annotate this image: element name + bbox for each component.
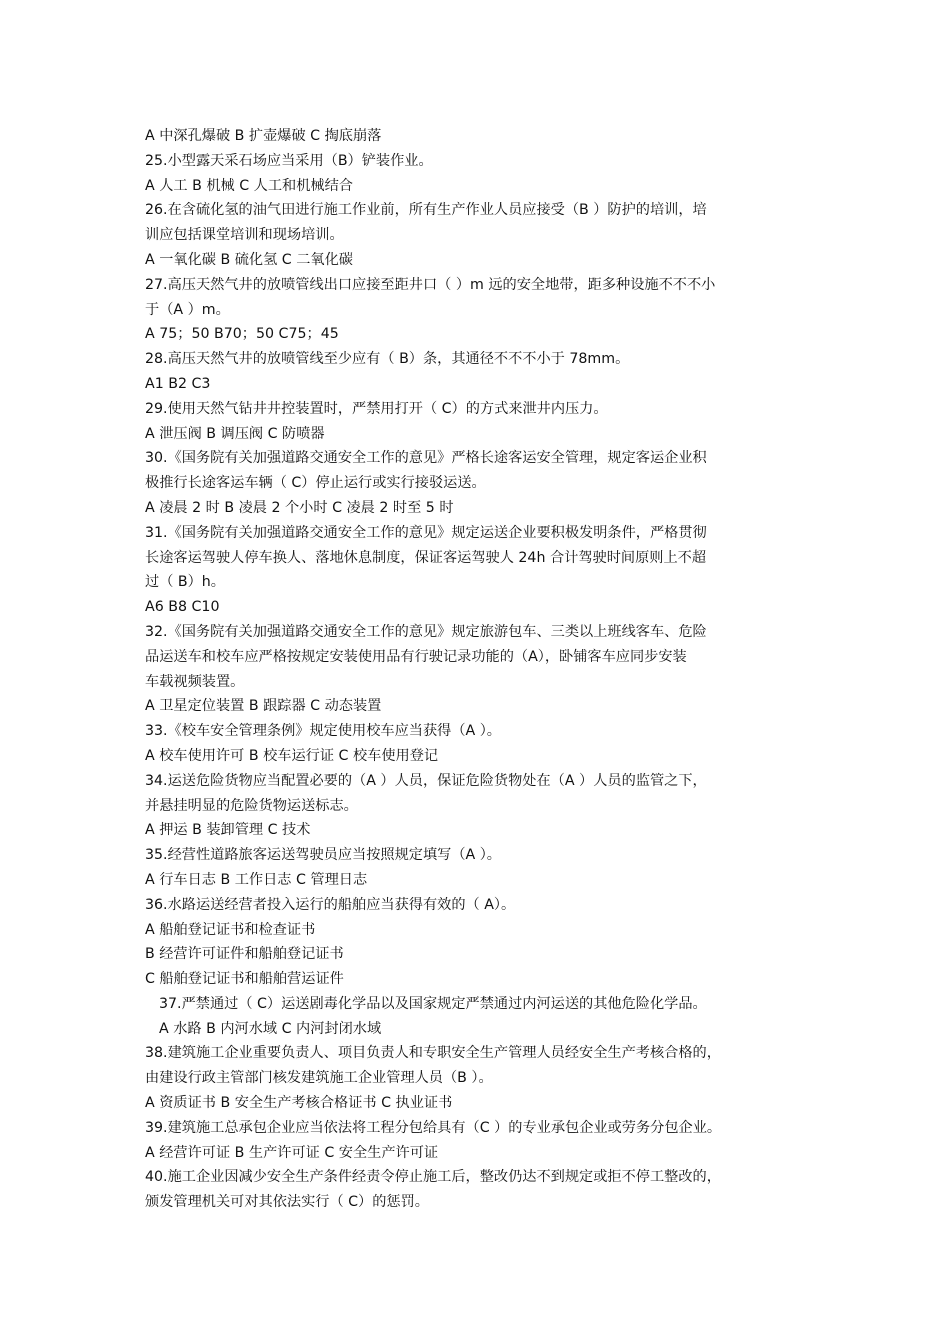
question-31-cont: 过（ B）h。 <box>145 574 225 591</box>
options-26: A 一氧化碳 B 硫化氢 C 二氧化碳 <box>145 251 353 268</box>
question-27-cont: 于（A ）m。 <box>145 301 230 318</box>
options-32: A 卫星定位装置 B 跟踪器 C 动态装置 <box>145 698 382 715</box>
option-36-c: C 船舶登记证书和船舶营运证件 <box>145 971 344 988</box>
question-35: 35.经营性道路旅客运送驾驶员应当按照规定填写（A ）。 <box>145 847 501 864</box>
options-37: A 水路 B 内河水域 C 内河封闭水域 <box>159 1020 382 1037</box>
question-32-cont: 品运送车和校车应严格按规定安装使用品有行驶记录功能的（A），卧铺客车应同步安装 <box>145 648 687 665</box>
question-25: 25.小型露天采石场应当采用（B）铲装作业。 <box>145 152 433 169</box>
options-25: A 人工 B 机械 C 人工和机械结合 <box>145 177 353 194</box>
question-26: 26.在含硫化氢的油气田进行施工作业前，所有生产作业人员应接受（B ）防护的培训，培 <box>145 202 707 219</box>
options-33: A 校车使用许可 B 校车运行证 C 校车使用登记 <box>145 747 439 764</box>
question-39: 39.建筑施工总承包企业应当依法将工程分包给具有（C ）的专业承包企业或劳务分包企业。 <box>145 1119 722 1136</box>
question-38-cont: 由建设行政主管部门核发建筑施工企业管理人员（B ）。 <box>145 1070 493 1087</box>
question-34: 34.运送危险货物应当配置必要的（A ）人员，保证危险货物处在（A ）人员的监管之下， <box>145 772 707 789</box>
document-body <box>145 124 815 1215</box>
question-32: 32.《国务院有关加强道路交通安全工作的意见》规定旅游包车、三类以上班线客车、危险 <box>145 623 707 640</box>
question-33: 33.《校车安全管理条例》规定使用校车应当获得（A ）。 <box>145 723 501 740</box>
question-28: 28.高压天然气井的放喷管线至少应有（ B）条，其通径不不不小于 78mm。 <box>145 351 630 368</box>
question-30: 30.《国务院有关加强道路交通安全工作的意见》严格长途客运安全管理，规定客运企业积 <box>145 450 707 467</box>
question-38: 38.建筑施工企业重要负责人、项目负责人和专职安全生产管理人员经安全生产考核合格的， <box>145 1045 721 1062</box>
question-27: 27.高压天然气井的放喷管线出口应接至距井口（ ）m 远的安全地带，距多种设施不不不小 <box>145 276 716 293</box>
options-38: A 资质证书 B 安全生产考核合格证书 C 执业证书 <box>145 1095 453 1112</box>
options-34: A 押运 B 装卸管理 C 技术 <box>145 822 311 839</box>
option-36-b: B 经营许可证件和船舶登记证书 <box>145 946 344 963</box>
question-36: 36.水路运送经营者投入运行的船舶应当获得有效的（ A）。 <box>145 896 516 913</box>
question-37: 37.严禁通过（ C）运送剧毒化学品以及国家规定严禁通过内河运送的其他危险化学品。 <box>159 995 707 1012</box>
options-30: A 凌晨 2 时 B 凌晨 2 个小时 C 凌晨 2 时至 5 时 <box>145 499 454 516</box>
question-26-cont: 训应包括课堂培训和现场培训。 <box>145 227 344 244</box>
options-27: A 75；50 B70；50 C75；45 <box>145 326 339 343</box>
question-32-cont: 车载视频装置。 <box>145 673 245 690</box>
options-31: A6 B8 C10 <box>145 599 220 616</box>
option-36-a: A 船舶登记证书和检查证书 <box>145 921 316 938</box>
options-28: A1 B2 C3 <box>145 375 211 392</box>
options-39: A 经营许可证 B 生产许可证 C 安全生产许可证 <box>145 1144 439 1161</box>
question-40: 40.施工企业因减少安全生产条件经责令停止施工后，整改仍达不到规定或拒不停工整改的， <box>145 1169 721 1186</box>
question-40-cont: 颁发管理机关可对其依法实行（ C）的惩罚。 <box>145 1194 429 1211</box>
question-30-cont: 极推行长途客运车辆（ C）停止运行或实行接驳运送。 <box>145 475 486 492</box>
options-29: A 泄压阀 B 调压阀 C 防喷器 <box>145 425 325 442</box>
options-35: A 行车日志 B 工作日志 C 管理日志 <box>145 871 368 888</box>
question-31-cont: 长途客运驾驶人停车换人、落地休息制度，保证客运驾驶人 24h 合计驾驶时间原则上不超 <box>145 549 707 566</box>
text-line: A 中深孔爆破 B 扩壶爆破 C 掏底崩落 <box>145 128 382 144</box>
question-29: 29.使用天然气钻井井控装置时，严禁用打开（ C）的方式来泄井内压力。 <box>145 400 608 417</box>
question-31: 31.《国务院有关加强道路交通安全工作的意见》规定运送企业要积极发明条件，严格贯彻 <box>145 524 707 541</box>
question-34-cont: 并悬挂明显的危险货物运送标志。 <box>145 797 358 814</box>
